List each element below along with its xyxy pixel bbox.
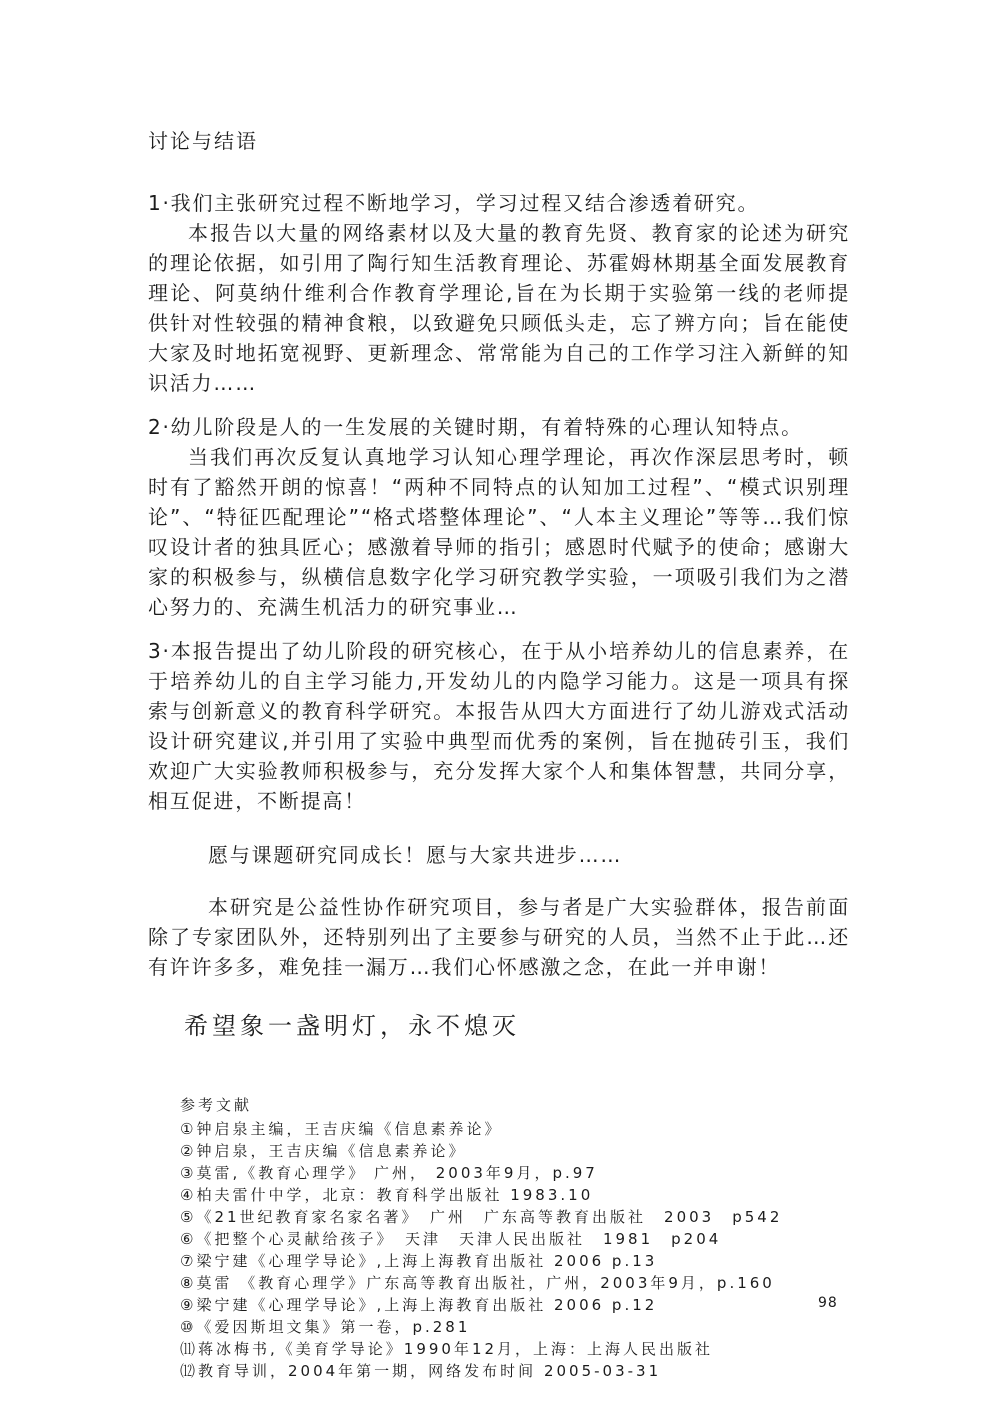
section-2-lead: 2·幼儿阶段是人的一生发展的关键时期，有着特殊的心理认知特点。 <box>148 415 803 439</box>
reference-item: ⑦梁宁建《心理学导论》,上海上海教育出版社 2006 p.13 <box>180 1252 658 1270</box>
reference-item: ⑾蒋冰梅书,《美育学导论》1990年12月，上海：上海人民出版社 <box>180 1340 714 1358</box>
section-2-body: 当我们再次反复认真地学习认知心理学理论，再次作深层思考时，顿时有了豁然开朗的惊喜！“两种不同特点的认知加工过程”、“模式识别理论”、“特征匹配理论”“格式塔整体理论”、“人本主义理论”等等…我们惊叹设计者的独具匠心；感激着导师的指引；感恩时代赋予的使命；感谢大家的积极参与，纵横信息数字化学习研究教学实验，一项吸引我们为之潜心努力的、充满生机活力的研究事业… <box>148 445 850 619</box>
reference-item: ⑧莫雷 《教育心理学》广东高等教育出版社，广州，2003年9月，p.160 <box>180 1274 775 1292</box>
reference-item: ⑩《爱因斯坦文集》第一卷，p.281 <box>180 1318 471 1336</box>
references-section <box>180 1094 850 1382</box>
reference-item: ②钟启泉，王吉庆编《信息素养论》 <box>180 1142 467 1160</box>
section-3 <box>148 636 850 816</box>
reference-item: ⑤《21世纪教育家名家名著》 广州 广东高等教育出版社 2003 p542 <box>180 1208 783 1226</box>
reference-item: ③莫雷,《教育心理学》 广州， 2003年9月，p.97 <box>180 1164 598 1182</box>
section-1 <box>148 188 850 398</box>
document-content <box>148 126 850 1382</box>
page-title: 讨论与结语 <box>148 129 258 153</box>
section-1-body: 本报告以大量的网络素材以及大量的教育先贤、教育家的论述为研究的理论依据，如引用了陶行知生活教育理论、苏霍姆林期基全面发展教育理论、阿莫纳什维利合作教育学理论,旨在为长期于实验第一线的老师提供针对性较强的精神食粮，以致避免只顾低头走，忘了辨方向；旨在能使大家及时地拓宽视野、更新理念、常常能为自己的工作学习注入新鲜的知识活力…… <box>148 221 850 395</box>
section-2 <box>148 412 850 622</box>
section-3-body: 3·本报告提出了幼儿阶段的研究核心，在于从小培养幼儿的信息素养，在于培养幼儿的自主学习能力,开发幼儿的内隐学习能力。这是一项具有探索与创新意义的教育科学研究。本报告从四大方面进行了幼儿游戏式活动设计研究建议,并引用了实验中典型而优秀的案例，旨在抛砖引玉，我们欢迎广大实验教师积极参与，充分发挥大家个人和集体智慧，共同分享，相互促进，不断提高！ <box>148 639 850 813</box>
reference-item: ⑨梁宁建《心理学导论》,上海上海教育出版社 2006 p.12 <box>180 1296 658 1314</box>
reference-item: ⑥《把整个心灵献给孩子》 天津 天津人民出版社 1981 p204 <box>180 1230 722 1248</box>
thanks-paragraph: 本研究是公益性协作研究项目，参与者是广大实验群体，报告前面除了专家团队外，还特别列出了主要参与研究的人员，当然不止于此…还有许许多多，难免挂一漏万…我们心怀感激之念，在此一并申谢！ <box>148 895 850 979</box>
motto-line: 希望象一盏明灯，永不熄灭 <box>184 1012 520 1040</box>
page-number: 98 <box>818 1295 838 1311</box>
section-1-lead: 1·我们主张研究过程不断地学习，学习过程又结合渗透着研究。 <box>148 191 760 215</box>
references-list <box>180 1118 850 1382</box>
reference-item: ④柏夫雷什中学，北京：教育科学出版社 1983.10 <box>180 1186 594 1204</box>
reference-item: ①钟启泉主编，王吉庆编《信息素养论》 <box>180 1120 503 1138</box>
references-heading: 参考文献 <box>180 1096 253 1114</box>
wish-line: 愿与课题研究同成长！愿与大家共进步…… <box>208 843 623 867</box>
reference-item: ⑿教育导训，2004年第一期，网络发布时间 2005-03-31 <box>180 1362 662 1380</box>
